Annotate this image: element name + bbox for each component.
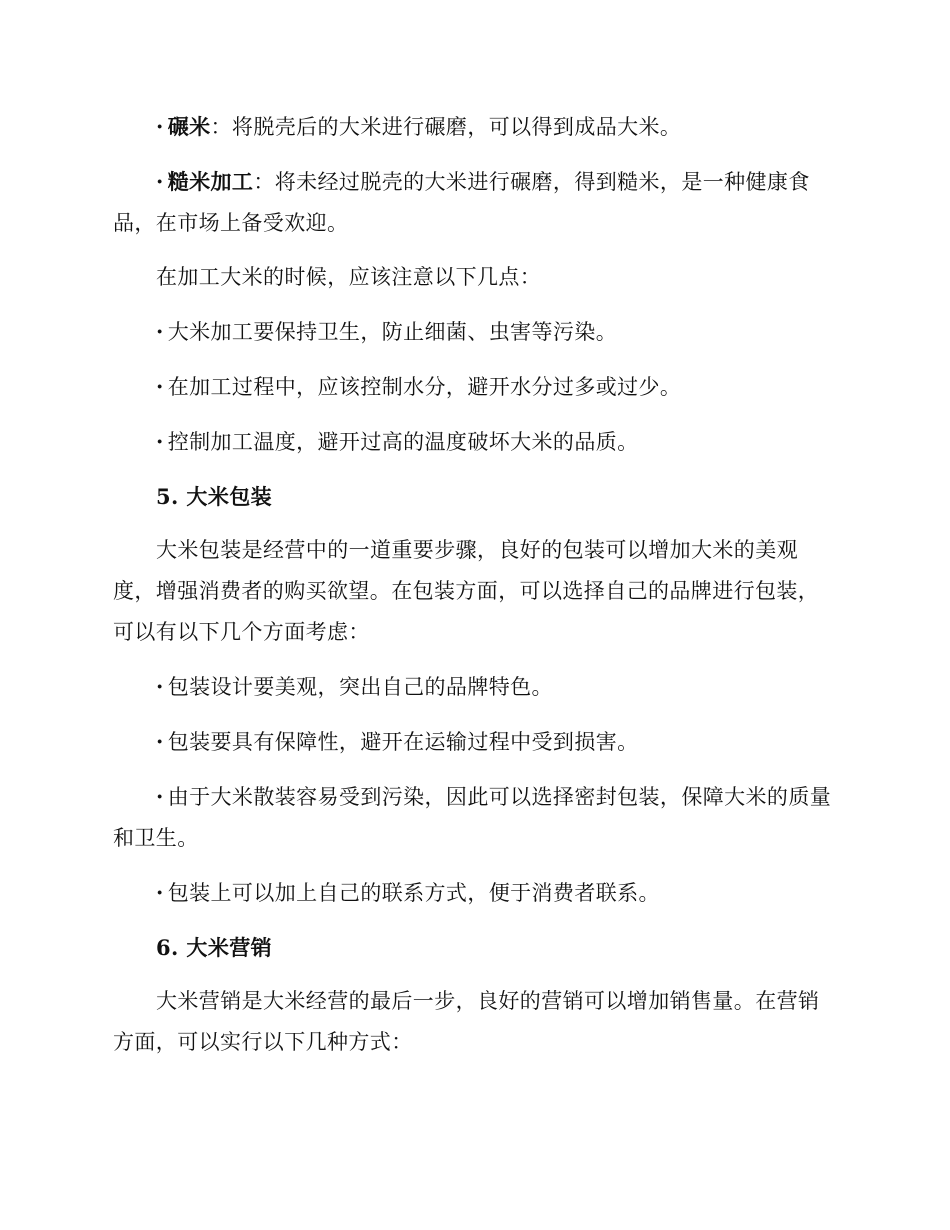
bullet-package-design [113, 666, 833, 708]
paragraph-marketing-intro: 大米营销是大米经营的最后一步，良好的营销可以增加销售量。在营销方面，可以实行以下几种方式： [113, 989, 820, 1054]
paragraph-packaging-intro: 大米包装是经营中的一道重要步骤，良好的包装可以增加大米的美观度，增强消费者的购买欲望。在包装方面，可以选择自己的品牌进行包装，可以有以下几个方面考虑： [113, 538, 820, 644]
section-heading-packaging: 5. 大米包装 [156, 484, 273, 509]
section-heading-marketing: 6. 大米营销 [156, 935, 273, 960]
bullet-text: 在加工过程中，应该控制水分，避开水分过多或过少。 [167, 375, 682, 399]
bullet-dot: · [156, 880, 164, 905]
bullet-package-protection [113, 721, 833, 763]
bullet-text: 包装要具有保障性，避开在运输过程中受到损害。 [167, 730, 639, 754]
bullet-text: 包装设计要美观，突出自己的品牌特色。 [167, 675, 553, 699]
bullet-dot: · [156, 784, 164, 809]
paragraph-processing-notes: 在加工大米的时候，应该注意以下几点： [156, 265, 542, 289]
bullet-text: ：将未经过脱壳的大米进行碾磨，得到糙米，是一种健康食品，在市场上备受欢迎。 [113, 170, 810, 235]
document-page [113, 106, 833, 1076]
term-brown-rice: 糙米加工 [167, 169, 254, 194]
bullet-text: 包装上可以加上自己的联系方式，便于消费者联系。 [167, 881, 660, 905]
bullet-hygiene [113, 311, 833, 353]
bullet-dot: · [156, 319, 164, 344]
bullet-contact-info [113, 872, 833, 914]
bullet-temperature [113, 421, 833, 463]
bullet-dot: · [156, 169, 164, 194]
bullet-dot: · [156, 429, 164, 454]
bullet-text: 控制加工温度，避开过高的温度破坏大米的品质。 [167, 430, 639, 454]
bullet-text: ：将脱壳后的大米进行碾磨，可以得到成品大米。 [210, 115, 682, 139]
bullet-milling [113, 106, 833, 148]
bullet-dot: · [156, 374, 164, 399]
term-milling: 碾米 [167, 114, 211, 139]
bullet-dot: · [156, 114, 164, 139]
bullet-brown-rice [113, 161, 833, 244]
bullet-text: 由于大米散装容易受到污染，因此可以选择密封包装，保障大米的质量和卫生。 [113, 785, 832, 850]
bullet-dot: · [156, 674, 164, 699]
bullet-sealed-package [113, 776, 833, 859]
bullet-text: 大米加工要保持卫生，防止细菌、虫害等污染。 [167, 320, 618, 344]
bullet-dot: · [156, 729, 164, 754]
bullet-moisture [113, 366, 833, 408]
